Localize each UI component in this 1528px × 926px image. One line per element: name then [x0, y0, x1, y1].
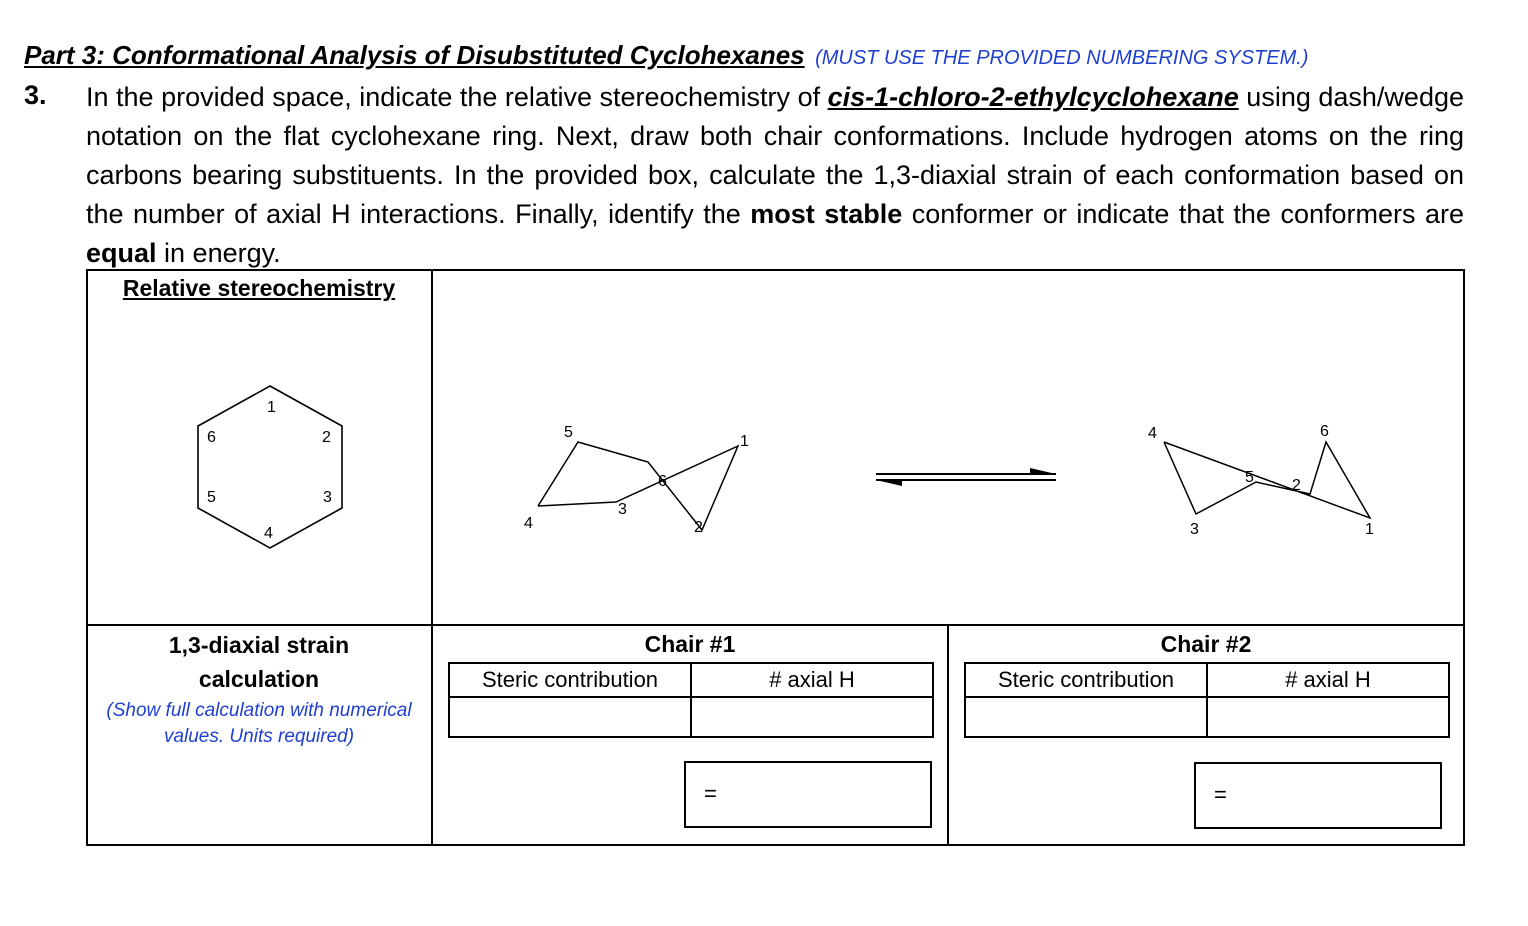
chair-2-steric-header: Steric contribution [965, 663, 1207, 697]
compound-name: cis-1-chloro-2-ethylcyclohexane [827, 82, 1239, 112]
strain-calculation-note [86, 698, 432, 750]
equilibrium-arrows [876, 468, 1056, 486]
most-stable-text: most stable [750, 199, 903, 229]
hexagon-number-1: 1 [267, 399, 276, 416]
chair-conformations[interactable] [500, 410, 1460, 550]
chair-2-steric-input[interactable] [965, 697, 1207, 737]
grid-bottom-border [86, 844, 1465, 846]
strain-calculation-title [86, 628, 432, 696]
chair-2-drawing[interactable] [1148, 423, 1374, 538]
part-heading [24, 40, 1308, 71]
chair-1-result-box[interactable] [684, 761, 932, 828]
relative-stereochemistry-label[interactable]: Relative stereochemistry [122, 275, 396, 301]
chair-2-equals-sign: = [1214, 782, 1227, 807]
chair-1-axial-header: # axial H [691, 663, 933, 697]
chair2-number-2: 2 [1292, 477, 1301, 494]
numbering-note: (MUST USE THE PROVIDED NUMBERING SYSTEM.) [815, 47, 1309, 69]
question-part2: using dash/wedge notation on the flat cyclohexane ring. Next, draw both chair conformations. Include hydrogen atoms on the ring carbons bearing substituents. In the provided box, calculate the 1,3-diaxial strain of each conformation based on the number of axial H interactions. Finally, identify the [86, 82, 1464, 229]
chair-2-result-box[interactable] [1194, 762, 1442, 829]
part-title: Part 3: Conformational Analysis of Disubstituted Cyclohexanes [24, 40, 805, 70]
chair-1-equals-sign: = [704, 781, 717, 806]
chair-2-axial-input[interactable] [1207, 697, 1449, 737]
equal-text: equal [86, 238, 157, 268]
chair1-number-6: 6 [658, 473, 667, 490]
chair-1-axial-input[interactable] [691, 697, 933, 737]
chair2-number-1: 1 [1365, 521, 1374, 538]
chair1-number-3: 3 [618, 501, 627, 518]
strain-title-line1: 1,3-diaxial strain [168, 632, 350, 658]
chair-1-drawing[interactable] [524, 424, 749, 536]
hexagon-number-6: 6 [207, 429, 216, 446]
grid-top-border [86, 269, 1465, 271]
chair2-number-4: 4 [1148, 425, 1157, 442]
grid-divider-left [431, 269, 433, 846]
flat-cyclohexane-ring[interactable] [190, 370, 360, 550]
strain-note-line1: (Show full calculation with numerical [106, 700, 412, 721]
chair-1-steric-table [448, 662, 934, 738]
chair-1-steric-input[interactable] [449, 697, 691, 737]
grid-left-border [86, 269, 88, 846]
chair1-number-2: 2 [694, 519, 703, 536]
question-part4: in energy. [156, 238, 281, 268]
chair-2-title: Chair #2 [1160, 631, 1252, 657]
chair-1-steric-header: Steric contribution [449, 663, 691, 697]
chair2-number-5: 5 [1245, 469, 1254, 486]
question-part3: conformer or indicate that the conformers are [902, 199, 1464, 229]
chair1-number-1: 1 [740, 433, 749, 450]
hexagon-number-3: 3 [323, 489, 332, 506]
hexagon-number-5: 5 [207, 489, 216, 506]
strain-title-line2: calculation [198, 666, 320, 692]
question-number: 3. [24, 80, 47, 110]
question-intro: In the provided space, indicate the relative stereochemistry of [86, 82, 828, 112]
chair-2-steric-table [964, 662, 1450, 738]
chair2-number-6: 6 [1320, 423, 1329, 440]
chair-1-title: Chair #1 [644, 631, 736, 657]
grid-middle-border [86, 624, 1465, 626]
strain-note-line2: values. Units required) [163, 726, 355, 747]
chair2-number-3: 3 [1190, 521, 1199, 538]
chair1-number-4: 4 [524, 515, 533, 532]
chair-2-axial-header: # axial H [1207, 663, 1449, 697]
grid-right-border [1463, 269, 1465, 846]
hexagon-number-4: 4 [264, 525, 273, 542]
question-text [86, 78, 1464, 273]
chair1-number-5: 5 [564, 424, 573, 441]
hexagon-number-2: 2 [322, 429, 331, 446]
